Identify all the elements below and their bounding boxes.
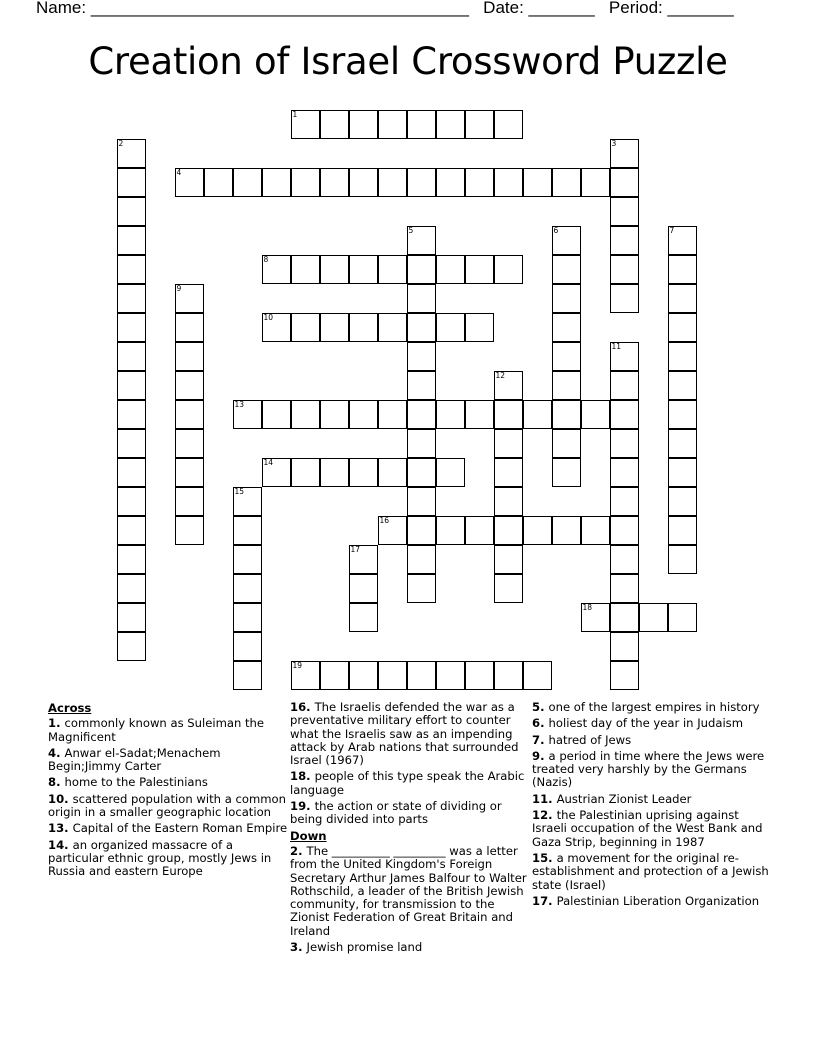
clue-number-label: 5 (532, 700, 541, 714)
grid-cell[interactable] (610, 342, 639, 371)
grid-cell[interactable] (610, 400, 639, 429)
grid-cell[interactable] (233, 516, 262, 545)
grid-cell[interactable] (349, 661, 378, 690)
grid-cell[interactable] (378, 110, 407, 139)
clue-text: Austrian Zionist Leader (556, 791, 692, 806)
clue-number-dot: . (548, 850, 557, 865)
clue-text: Jewish promise land (306, 940, 423, 955)
grid-cell[interactable] (117, 139, 146, 168)
clue-text: an organized massacre of a particular ethnic group, mostly Jews in Russia and eastern Europe (48, 837, 272, 879)
grid-cell[interactable] (175, 458, 204, 487)
clue-number-label: 6 (532, 716, 541, 731)
clue-text: The Israelis defended the war as a preventative military effort to counter what the Israelis saw as an impending attack by Arab nations that surrounded Israel (1967) (290, 700, 519, 768)
grid-cell[interactable] (552, 342, 581, 371)
clue-number-dot: . (64, 821, 73, 836)
across-clue-19 (290, 800, 530, 827)
grid-cell[interactable] (291, 400, 320, 429)
grid-cell[interactable] (668, 226, 697, 255)
grid-cell[interactable] (668, 313, 697, 342)
clues-column-1 (48, 701, 288, 882)
grid-cell[interactable] (610, 284, 639, 313)
grid-cell[interactable] (436, 400, 465, 429)
clue-text: commonly known as Suleiman the Magnificent (48, 716, 265, 744)
grid-cell[interactable] (320, 313, 349, 342)
clue-number-dot: . (540, 748, 549, 763)
clue-number: 2 (118, 138, 124, 148)
grid-cell[interactable] (349, 458, 378, 487)
grid-cell[interactable] (291, 458, 320, 487)
clue-number: 19 (292, 660, 303, 670)
grid-cell[interactable] (117, 632, 146, 661)
clue-number-label: 12 (532, 808, 549, 823)
clue-number-dot: . (540, 700, 549, 714)
grid-cell[interactable] (552, 226, 581, 255)
grid-cell[interactable] (117, 284, 146, 313)
down-clue-15 (532, 852, 772, 892)
grid-cell[interactable] (233, 400, 262, 429)
clue-number: 12 (495, 370, 506, 380)
grid-cell[interactable] (407, 255, 436, 284)
clue-text: The __________ _________ was a letter from the United Kingdom's Foreign Secretary Arthur James Balfour to Walter Rothschild, a leader of the British Jewish community, for transmission to the Zionist Federation of Great Britain and Ireland (290, 843, 527, 938)
clue-number-label: 11 (532, 791, 549, 806)
grid-cell[interactable] (378, 255, 407, 284)
grid-cell[interactable] (117, 487, 146, 516)
grid-cell[interactable] (639, 603, 668, 632)
grid-cell[interactable] (581, 168, 610, 197)
grid-cell[interactable] (668, 342, 697, 371)
grid-cell[interactable] (378, 400, 407, 429)
grid-cell[interactable] (581, 400, 610, 429)
grid-cell[interactable] (175, 400, 204, 429)
grid-cell[interactable] (610, 255, 639, 284)
grid-cell[interactable] (407, 284, 436, 313)
grid-cell[interactable] (407, 313, 436, 342)
grid-cell[interactable] (233, 603, 262, 632)
grid-cell[interactable] (320, 661, 349, 690)
grid-cell[interactable] (465, 168, 494, 197)
grid-cell[interactable] (407, 516, 436, 545)
grid-cell[interactable] (407, 458, 436, 487)
clue-number-label: 16 (290, 700, 307, 714)
grid-cell[interactable] (552, 516, 581, 545)
grid-cell[interactable] (407, 545, 436, 574)
clue-number-dot: . (56, 775, 65, 790)
grid-cell[interactable] (436, 661, 465, 690)
clue-text: holiest day of the year in Judaism (548, 716, 743, 731)
grid-cell[interactable] (523, 516, 552, 545)
name-field[interactable]: ________________________________________ (90, 0, 469, 17)
clue-number-label: 10 (48, 791, 65, 806)
period-field[interactable]: _______ (667, 0, 734, 17)
clue-number-dot: . (64, 837, 73, 852)
down-clue-9 (532, 750, 772, 790)
clue-number: 6 (553, 225, 559, 235)
grid-cell[interactable] (291, 313, 320, 342)
grid-cell[interactable] (407, 371, 436, 400)
grid-cell[interactable] (349, 168, 378, 197)
grid-cell[interactable] (407, 226, 436, 255)
grid-cell[interactable] (610, 603, 639, 632)
grid-cell[interactable] (117, 197, 146, 226)
clue-number: 15 (234, 486, 245, 496)
grid-cell[interactable] (349, 110, 378, 139)
grid-cell[interactable] (117, 255, 146, 284)
clue-number: 8 (263, 254, 269, 264)
grid-cell[interactable] (407, 342, 436, 371)
clue-number: 3 (611, 138, 617, 148)
across-heading: Across (48, 701, 92, 715)
grid-cell[interactable] (262, 168, 291, 197)
page-title: Creation of Israel Crossword Puzzle (88, 40, 728, 83)
clue-number-label: 17 (532, 893, 549, 908)
grid-cell[interactable] (668, 487, 697, 516)
grid-cell[interactable] (552, 429, 581, 458)
grid-cell[interactable] (552, 458, 581, 487)
grid-cell[interactable] (610, 516, 639, 545)
down-clue-2 (290, 845, 530, 938)
grid-cell[interactable] (494, 487, 523, 516)
grid-cell[interactable] (349, 603, 378, 632)
name-label: Name: (36, 0, 87, 17)
clue-number: 17 (350, 544, 361, 554)
grid-cell[interactable] (233, 632, 262, 661)
clue-number-label: 3 (290, 940, 299, 955)
grid-cell[interactable] (610, 545, 639, 574)
grid-cell[interactable] (407, 110, 436, 139)
grid-cell[interactable] (610, 197, 639, 226)
grid-cell[interactable] (494, 168, 523, 197)
grid-cell[interactable] (668, 255, 697, 284)
clue-number: 13 (234, 399, 245, 409)
grid-cell[interactable] (581, 516, 610, 545)
clue-text: a period in time where the Jews were treated very harshly by the Germans (Nazis) (532, 748, 765, 790)
grid-cell[interactable] (494, 371, 523, 400)
clue-number-label: 9 (532, 748, 541, 763)
date-field[interactable]: _______ (528, 0, 595, 17)
clue-text: hatred of Jews (548, 732, 632, 747)
down-clue-5 (532, 701, 772, 714)
grid-cell[interactable] (436, 168, 465, 197)
grid-cell[interactable] (175, 516, 204, 545)
clue-number: 9 (176, 283, 182, 293)
grid-cell[interactable] (262, 400, 291, 429)
grid-cell[interactable] (117, 458, 146, 487)
clue-number-label: 7 (532, 732, 541, 747)
grid-cell[interactable] (610, 371, 639, 400)
clue-number-label: 14 (48, 837, 65, 852)
clues-column-2 (290, 701, 530, 957)
grid-cell[interactable] (320, 168, 349, 197)
grid-cell[interactable] (117, 400, 146, 429)
grid-cell[interactable] (407, 400, 436, 429)
grid-cell[interactable] (349, 400, 378, 429)
grid-cell[interactable] (117, 168, 146, 197)
clue-number: 14 (263, 457, 274, 467)
grid-cell[interactable] (668, 545, 697, 574)
grid-cell[interactable] (436, 110, 465, 139)
clue-number: 5 (408, 225, 414, 235)
across-clue-4 (48, 747, 288, 774)
across-clue-16 (290, 701, 530, 767)
grid-cell[interactable] (465, 313, 494, 342)
across-clue-8 (48, 776, 288, 789)
grid-cell[interactable] (494, 545, 523, 574)
grid-cell[interactable] (494, 429, 523, 458)
clue-text: Capital of the Eastern Roman Empire (72, 821, 288, 836)
grid-cell[interactable] (291, 168, 320, 197)
grid-cell[interactable] (175, 168, 204, 197)
grid-cell[interactable] (175, 429, 204, 458)
grid-cell[interactable] (291, 255, 320, 284)
grid-cell[interactable] (494, 255, 523, 284)
grid-cell[interactable] (523, 400, 552, 429)
clue-number: 4 (176, 167, 182, 177)
grid-cell[interactable] (465, 661, 494, 690)
grid-cell[interactable] (175, 342, 204, 371)
grid-cell[interactable] (291, 661, 320, 690)
grid-cell[interactable] (523, 661, 552, 690)
grid-cell[interactable] (407, 574, 436, 603)
clue-number-dot: . (298, 843, 307, 858)
grid-cell[interactable] (494, 661, 523, 690)
grid-cell[interactable] (552, 371, 581, 400)
clue-number-label: 13 (48, 821, 65, 836)
grid-cell[interactable] (581, 603, 610, 632)
grid-cell[interactable] (320, 458, 349, 487)
clue-number-label: 15 (532, 850, 549, 865)
clue-number-dot: . (540, 732, 549, 747)
grid-cell[interactable] (117, 226, 146, 255)
clue-number-dot: . (548, 808, 557, 823)
grid-cell[interactable] (407, 429, 436, 458)
grid-cell[interactable] (233, 487, 262, 516)
grid-cell[interactable] (610, 226, 639, 255)
grid-cell[interactable] (436, 516, 465, 545)
grid-cell[interactable] (610, 458, 639, 487)
grid-cell[interactable] (494, 574, 523, 603)
grid-cell[interactable] (291, 110, 320, 139)
grid-cell[interactable] (668, 371, 697, 400)
across-clue-14 (48, 839, 288, 879)
grid-cell[interactable] (436, 255, 465, 284)
student-info-header (36, 0, 734, 18)
grid-cell[interactable] (349, 313, 378, 342)
grid-cell[interactable] (407, 487, 436, 516)
grid-cell[interactable] (552, 313, 581, 342)
grid-cell[interactable] (175, 487, 204, 516)
clue-number-dot: . (306, 700, 315, 714)
grid-cell[interactable] (668, 429, 697, 458)
grid-cell[interactable] (262, 313, 291, 342)
grid-cell[interactable] (610, 661, 639, 690)
grid-cell[interactable] (378, 313, 407, 342)
clue-number-dot: . (298, 940, 307, 955)
grid-cell[interactable] (175, 284, 204, 313)
clue-number: 11 (611, 341, 622, 351)
clue-text: Palestinian Liberation Organization (556, 893, 760, 908)
grid-cell[interactable] (668, 516, 697, 545)
grid-cell[interactable] (117, 574, 146, 603)
clue-number-dot: . (306, 769, 315, 784)
grid-cell[interactable] (494, 458, 523, 487)
clue-text: one of the largest empires in history (548, 700, 760, 714)
grid-cell[interactable] (378, 458, 407, 487)
grid-cell[interactable] (610, 632, 639, 661)
grid-cell[interactable] (552, 255, 581, 284)
grid-cell[interactable] (175, 371, 204, 400)
grid-cell[interactable] (204, 168, 233, 197)
grid-cell[interactable] (349, 545, 378, 574)
grid-cell[interactable] (117, 516, 146, 545)
grid-cell[interactable] (465, 255, 494, 284)
period-label: Period: (608, 0, 663, 17)
clue-number-label: 4 (48, 745, 57, 760)
clue-number-dot: . (540, 716, 549, 731)
clue-number: 7 (669, 225, 675, 235)
grid-cell[interactable] (117, 313, 146, 342)
down-clue-11 (532, 793, 772, 806)
clue-number-label: 8 (48, 775, 57, 790)
clue-number: 10 (263, 312, 274, 322)
grid-cell[interactable] (262, 458, 291, 487)
grid-cell[interactable] (465, 110, 494, 139)
grid-cell[interactable] (320, 255, 349, 284)
grid-cell[interactable] (233, 661, 262, 690)
down-clue-17 (532, 895, 772, 908)
grid-cell[interactable] (494, 110, 523, 139)
grid-cell[interactable] (523, 168, 552, 197)
grid-cell[interactable] (320, 110, 349, 139)
grid-cell[interactable] (349, 255, 378, 284)
grid-cell[interactable] (668, 603, 697, 632)
clue-number: 16 (379, 515, 390, 525)
grid-cell[interactable] (494, 516, 523, 545)
grid-cell[interactable] (407, 661, 436, 690)
clue-number-dot: . (548, 791, 557, 806)
clue-number-label: 19 (290, 799, 307, 814)
clues-column-3 (532, 701, 772, 911)
grid-cell[interactable] (465, 400, 494, 429)
clue-number: 1 (292, 109, 298, 119)
grid-cell[interactable] (465, 516, 494, 545)
grid-cell[interactable] (494, 400, 523, 429)
grid-cell[interactable] (610, 429, 639, 458)
clue-text: home to the Palestinians (64, 775, 208, 790)
grid-cell[interactable] (117, 545, 146, 574)
grid-cell[interactable] (175, 313, 204, 342)
across-clue-18 (290, 770, 530, 797)
grid-cell[interactable] (262, 255, 291, 284)
date-label: Date: (483, 0, 524, 17)
across-clue-10 (48, 793, 288, 820)
clue-number-label: 1 (48, 716, 57, 731)
across-clue-1 (48, 717, 288, 744)
clue-text: a movement for the original re-establishment and protection of a Jewish state (Israel) (532, 850, 769, 892)
grid-cell[interactable] (117, 342, 146, 371)
grid-cell[interactable] (117, 371, 146, 400)
grid-cell[interactable] (610, 168, 639, 197)
grid-cell[interactable] (610, 139, 639, 168)
grid-cell[interactable] (320, 400, 349, 429)
clue-text: the action or state of dividing or being divided into parts (290, 799, 502, 827)
grid-cell[interactable] (233, 574, 262, 603)
down-clue-3 (290, 941, 530, 954)
down-clue-6 (532, 717, 772, 730)
clue-number-dot: . (56, 745, 65, 760)
clue-number-dot: . (306, 799, 315, 814)
grid-cell[interactable] (436, 313, 465, 342)
grid-cell[interactable] (668, 458, 697, 487)
grid-cell[interactable] (117, 603, 146, 632)
grid-cell[interactable] (610, 574, 639, 603)
grid-cell[interactable] (233, 545, 262, 574)
grid-cell[interactable] (407, 168, 436, 197)
down-heading: Down (290, 828, 327, 843)
clue-number-dot: . (64, 791, 73, 806)
down-clue-7 (532, 734, 772, 747)
grid-cell[interactable] (552, 284, 581, 313)
clue-number-dot: . (56, 716, 65, 731)
clue-number-label: 2 (290, 843, 299, 858)
grid-cell[interactable] (117, 429, 146, 458)
grid-cell[interactable] (610, 487, 639, 516)
clue-text: scattered population with a common origin in a smaller geographic location (48, 791, 286, 820)
grid-cell[interactable] (668, 284, 697, 313)
across-clue-13 (48, 822, 288, 835)
clue-text: the Palestinian uprising against Israeli occupation of the West Bank and Gaza Strip, beginning in 1987 (532, 808, 763, 849)
clue-text: people of this type speak the Arabic language (290, 769, 525, 797)
clue-number: 18 (582, 602, 593, 612)
grid-cell[interactable] (668, 400, 697, 429)
grid-cell[interactable] (378, 516, 407, 545)
grid-cell[interactable] (436, 458, 465, 487)
clue-number-dot: . (548, 893, 557, 908)
clue-text: Anwar el-Sadat;Menachem Begin;Jimmy Carter (48, 745, 221, 774)
grid-cell[interactable] (378, 661, 407, 690)
grid-cell[interactable] (233, 168, 262, 197)
grid-cell[interactable] (552, 400, 581, 429)
grid-cell[interactable] (552, 168, 581, 197)
grid-cell[interactable] (349, 574, 378, 603)
grid-cell[interactable] (378, 168, 407, 197)
down-clue-12 (532, 809, 772, 849)
clue-number-label: 18 (290, 769, 307, 784)
